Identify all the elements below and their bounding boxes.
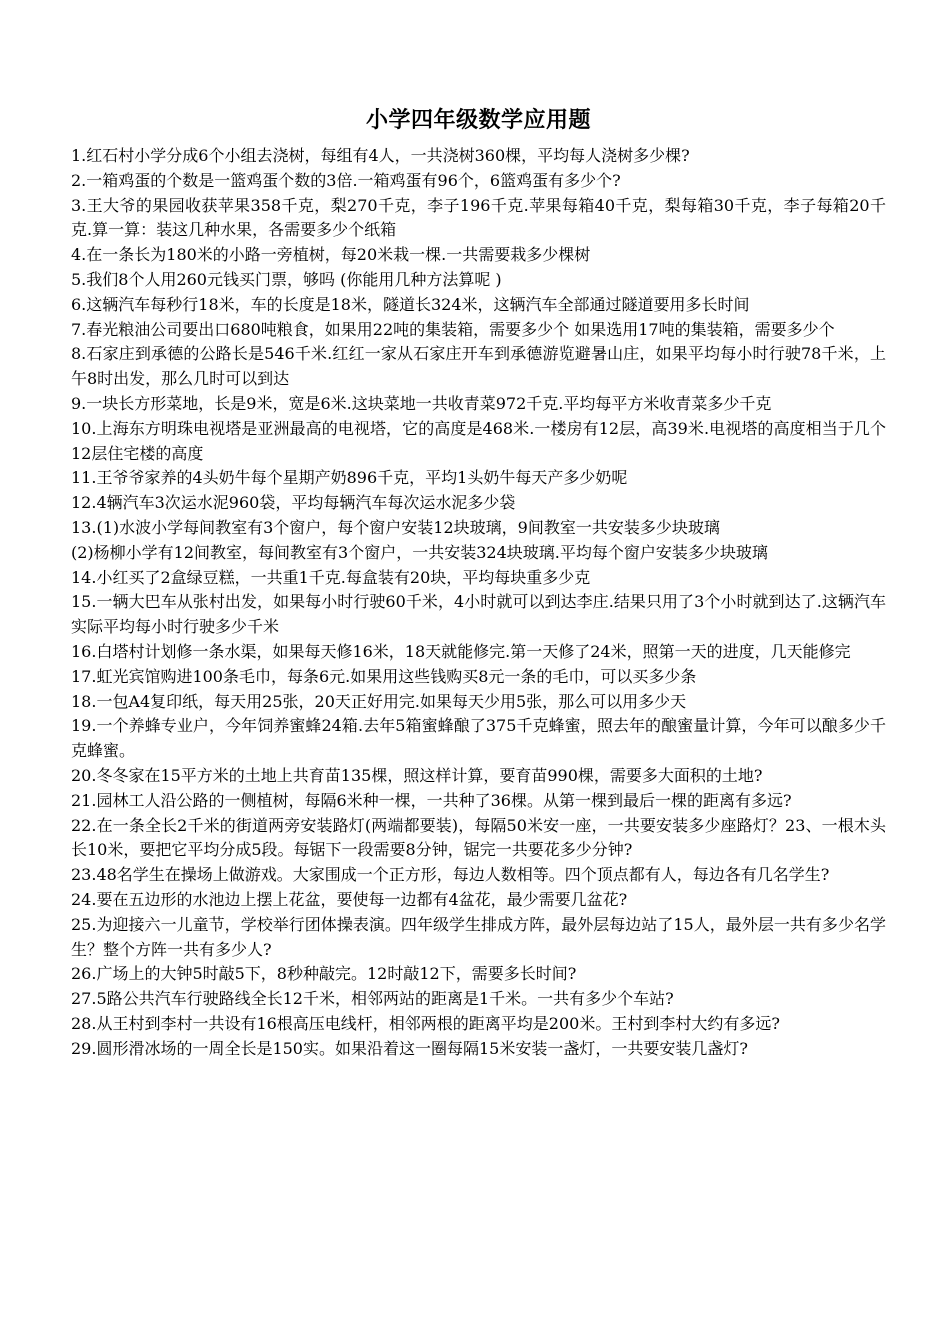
problem-5: 5.我们8个人用260元钱买门票，够吗 (你能用几种方法算呢 ): [71, 269, 502, 289]
problem-23: 23.48名学生在操场上做游戏。大家围成一个正方形，每边人数相等。四个顶点都有人，每边各有几名学生?: [71, 865, 830, 885]
problem-22: 22.在一条全长2千米的街道两旁安装路灯(两端都要装)，每隔50米安一座，一共要安装多少座路灯？23、一根木头长10米，要把它平均分成5段。每锯下一段需要8分钟，锯完一共要花多少分钟?: [71, 815, 886, 860]
problem-26: 26.广场上的大钟5时敲5下，8秒种敲完。12时敲12下，需要多长时间?: [71, 964, 577, 984]
problem-21: 21.园林工人沿公路的一侧植树，每隔6米种一棵，一共种了36棵。从第一棵到最后一棵的距离有多远?: [71, 790, 792, 810]
problem-12: 12.4辆汽车3次运水泥960袋，平均每辆汽车每次运水泥多少袋: [71, 493, 516, 513]
problem-4: 4.在一条长为180米的小路一旁植树，每20米栽一棵.一共需要栽多少棵树: [71, 245, 591, 265]
document-page: [71, 104, 886, 1061]
problem-28: 28.从王村到李村一共设有16根高压电线杆，相邻两根的距离平均是200米。王村到李村大约有多远?: [71, 1013, 780, 1033]
problem-14: 14.小红买了2盒绿豆糕，一共重1千克.每盒装有20块，平均每块重多少克: [71, 567, 591, 587]
problem-19: 19.一个养蜂专业户，今年饲养蜜蜂24箱.去年5箱蜜蜂酿了375千克蜂蜜，照去年的酿蜜量计算，今年可以酿多少千克蜂蜜。: [71, 716, 886, 761]
problem-8: 8.石家庄到承德的公路长是546千米.红红一家从石家庄开车到承德游览避暑山庄，如果平均每小时行驶78千米，上午8时出发，那么几时可以到达: [71, 344, 886, 389]
problem-15: 15.一辆大巴车从张村出发，如果每小时行驶60千米，4小时就可以到达李庄.结果只用了3个小时就到达了.这辆汽车实际平均每小时行驶多少千米: [71, 592, 886, 637]
problem-17: 17.虹光宾馆购进100条毛巾，每条6元.如果用这些钱购买8元一条的毛巾，可以买多少条: [71, 666, 697, 686]
problem-24: 24.要在五边形的水池边上摆上花盆，要使每一边都有4盆花，最少需要几盆花?: [71, 889, 628, 909]
problem-13-part-1: 13.(1)水波小学每间教室有3个窗户，每个窗户安装12块玻璃，9间教室一共安装多少块玻璃: [71, 517, 720, 537]
problem-20: 20.冬冬家在15平方米的土地上共育苗135棵，照这样计算，要育苗990棵，需要多大面积的土地?: [71, 765, 763, 785]
problem-9: 9.一块长方形菜地，长是9米，宽是6米.这块菜地一共收青菜972千克.平均每平方米收青菜多少千克: [71, 393, 772, 413]
problem-25: 25.为迎接六一儿童节，学校举行团体操表演。四年级学生排成方阵，最外层每边站了15人，最外层一共有多少名学生？整个方阵一共有多少人?: [71, 914, 886, 959]
problem-10: 10.上海东方明珠电视塔是亚洲最高的电视塔，它的高度是468米.一楼房有12层，高39米.电视塔的高度相当于几个12层住宅楼的高度: [71, 418, 886, 463]
problem-1: 1.红石村小学分成6个小组去浇树，每组有4人，一共浇树360棵，平均每人浇树多少棵?: [71, 146, 690, 165]
problem-18: 18.一包A4复印纸，每天用25张，20天正好用完.如果每天少用5张，那么可以用多少天: [71, 691, 687, 711]
problem-3: 3.王大爷的果园收获苹果358千克，梨270千克，李子196千克.苹果每箱40千克，梨每箱30千克，李子每箱20千克.算一算：装这几种水果，各需要多少个纸箱: [71, 195, 886, 240]
problem-16: 16.白塔村计划修一条水渠，如果每天修16米，18天就能修完.第一天修了24米，照第一天的进度，几天能修完: [71, 641, 851, 661]
problem-29: 29.圆形滑冰场的一周全长是150实。如果沿着这一圈每隔15米安装一盏灯，一共要安装几盏灯?: [71, 1038, 748, 1058]
document-title: 小学四年级数学应用题: [365, 107, 591, 133]
problem-6: 6.这辆汽车每秒行18米，车的长度是18米，隧道长324米，这辆汽车全部通过隧道要用多长时间: [71, 294, 750, 314]
problem-27: 27.5路公共汽车行驶路线全长12千米，相邻两站的距离是1千米。一共有多少个车站?: [71, 989, 674, 1009]
problem-7: 7.春光粮油公司要出口680吨粮食，如果用22吨的集装箱，需要多少个 如果选用17吨的集装箱，需要多少个: [71, 319, 835, 339]
problem-2: 2.一箱鸡蛋的个数是一篮鸡蛋个数的3倍.一箱鸡蛋有96个，6篮鸡蛋有多少个?: [71, 170, 621, 190]
problem-13-part-2: (2)杨柳小学有12间教室，每间教室有3个窗户，一共安装324块玻璃.平均每个窗户安装多少块玻璃: [71, 542, 768, 562]
problem-11: 11.王爷爷家养的4头奶牛每个星期产奶896千克，平均1头奶牛每天产多少奶呢: [71, 468, 628, 488]
